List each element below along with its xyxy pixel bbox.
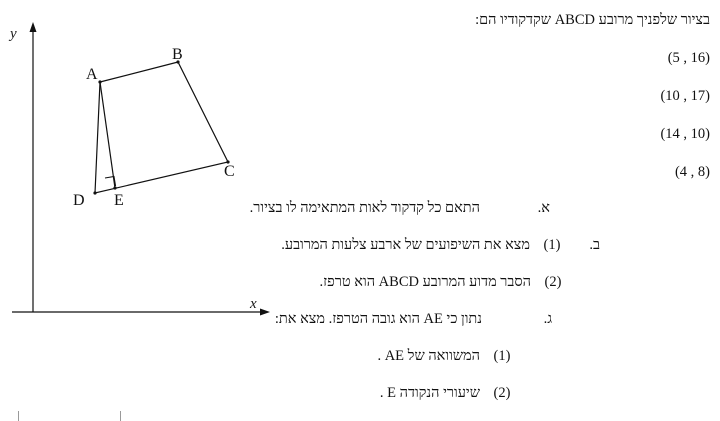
question-b1-text: מצא את השיפועים של ארבע צלעות המרובע. xyxy=(281,237,530,253)
vertex-label-c: C xyxy=(224,163,235,180)
vertex-label-e: E xyxy=(114,192,124,209)
question-a-text: התאם כל קדקוד לאות המתאימה לו בציור. xyxy=(249,200,480,216)
page-edge-mark-right xyxy=(120,411,121,421)
question-a xyxy=(250,200,550,217)
question-g1-text: המשוואה של AE . xyxy=(377,348,480,364)
y-axis-label: y xyxy=(10,26,17,42)
quadrilateral-abcd xyxy=(95,62,228,193)
coordinate-1: (5 , 16) xyxy=(667,50,710,66)
question-b1-number: (1) xyxy=(543,237,561,253)
question-a-letter: א. xyxy=(537,200,550,216)
vertex-a-dot xyxy=(98,80,101,83)
vertex-d-dot xyxy=(93,191,96,194)
segment-ae xyxy=(100,82,115,188)
question-b2-number: (2) xyxy=(544,274,562,290)
question-b1 xyxy=(281,237,600,254)
question-g2-text: שיעורי הנקודה E . xyxy=(379,385,480,401)
question-g xyxy=(275,311,552,328)
question-b-letter: ב. xyxy=(589,237,600,253)
question-g2-number: (2) xyxy=(493,385,511,401)
vertex-e-dot xyxy=(113,186,116,189)
question-g1 xyxy=(377,348,524,365)
vertex-label-b: B xyxy=(172,46,183,63)
coordinate-3: (14 , 10) xyxy=(660,126,710,142)
page-edge-mark-left xyxy=(18,411,19,421)
vertex-label-a: A xyxy=(86,66,98,83)
question-g1-number: (1) xyxy=(493,348,511,364)
coordinate-2: (10 , 17) xyxy=(660,88,710,104)
question-g-letter: ג. xyxy=(543,311,552,327)
problem-text xyxy=(249,0,720,421)
coordinate-4: (4 , 8) xyxy=(674,164,710,180)
x-axis-arrow xyxy=(260,309,270,316)
question-g2 xyxy=(380,385,524,402)
x-axis-label: x xyxy=(250,296,257,312)
question-g-text: נתון כי AE הוא גובה הטרפז. מצא את: xyxy=(274,311,482,327)
question-b2-text: הסבר מדוע המרובע ABCD הוא טרפז. xyxy=(319,274,531,290)
problem-intro: בציור שלפניך מרובע ABCD שקדקודיו הם: xyxy=(475,12,710,28)
geometry-figure xyxy=(0,0,300,360)
question-b2 xyxy=(320,274,575,291)
y-axis-arrow xyxy=(30,22,37,32)
vertex-label-d: D xyxy=(73,192,85,209)
